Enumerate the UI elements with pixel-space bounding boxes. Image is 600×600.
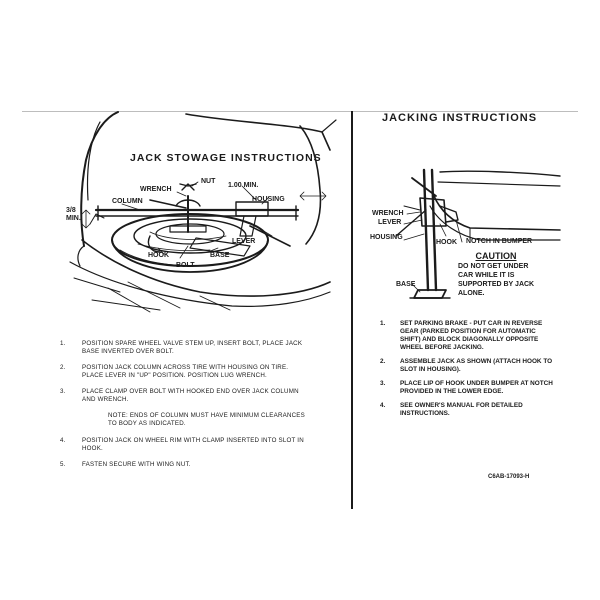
label-nut: NUT [201, 178, 216, 185]
label-lever: LEVER [232, 238, 256, 245]
label-housing-right: HOUSING [370, 234, 403, 241]
label-housing: HOUSING [252, 196, 285, 203]
label-min-38-b: MIN. [66, 215, 81, 222]
jacking-step: 3. PLACE LIP OF HOOK UNDER BUMPER AT NOTCH PROVIDED IN THE LOWER EDGE. [380, 380, 553, 395]
stowage-step: 4. POSITION JACK ON WHEEL RIM WITH CLAMP INSERTED INTO SLOT IN HOOK. [60, 437, 304, 452]
label-wrench-right: WRENCH [372, 210, 404, 217]
label-min-38-a: 3/8 [66, 207, 76, 214]
label-base-right: BASE [396, 281, 416, 288]
stowage-step: 2. POSITION JACK COLUMN ACROSS TIRE WITH HOUSING ON TIRE. PLACE LEVER IN "UP" POSITION. POSITION LUG WRENCH. [60, 364, 289, 379]
jacking-step: 2. ASSEMBLE JACK AS SHOWN (ATTACH HOOK TO SLOT IN HOUSING). [380, 358, 553, 373]
caution-heading: CAUTION [475, 251, 517, 261]
jacking-step: 4. SEE OWNER'S MANUAL FOR DETAILED INSTRUCTIONS. [380, 402, 523, 417]
label-column: COLUMN [112, 198, 143, 205]
jacking-steps [380, 320, 555, 424]
label-bolt: BOLT [176, 262, 195, 269]
jacking-title: JACKING INSTRUCTIONS [382, 112, 538, 124]
jacking-step: 1. SET PARKING BRAKE - PUT CAR IN REVERSE GEAR (PARKED POSITION FOR AUTOMATIC SHIFT) AND BLOCK DIAGONALLY OPPOSITE WHEEL BEFORE JACKING. [380, 320, 543, 351]
caution-line: CAR WHILE IT IS [458, 272, 515, 279]
jack-stowage-title: JACK STOWAGE INSTRUCTIONS [130, 152, 322, 164]
label-base: BASE [210, 252, 230, 259]
part-number: C6AB-17093-H [488, 474, 530, 480]
caution-line: ALONE. [458, 290, 485, 297]
stowage-note: NOTE: ENDS OF COLUMN MUST HAVE MINIMUM CLEARANCES TO BODY AS INDICATED. [108, 412, 305, 427]
stowage-step: 5. FASTEN SECURE WITH WING NUT. [60, 461, 191, 468]
label-notch: NOTCH IN BUMPER [466, 238, 533, 245]
caution-box [458, 252, 534, 298]
label-wrench: WRENCH [140, 186, 172, 193]
stowage-step: 3. PLACE CLAMP OVER BOLT WITH HOOKED END OVER JACK COLUMN AND WRENCH. [60, 388, 299, 403]
caution-line: SUPPORTED BY JACK [458, 281, 535, 288]
label-hook: HOOK [148, 252, 169, 259]
label-lever-right: LEVER [378, 219, 402, 226]
label-hook-right: HOOK [436, 239, 457, 246]
label-min-100: 1.00 MIN. [228, 182, 259, 189]
stowage-step: 1. POSITION SPARE WHEEL VALVE STEM UP, INSERT BOLT, PLACE JACK BASE INVERTED OVER BOLT. [60, 340, 303, 355]
caution-line: DO NOT GET UNDER [458, 263, 529, 270]
